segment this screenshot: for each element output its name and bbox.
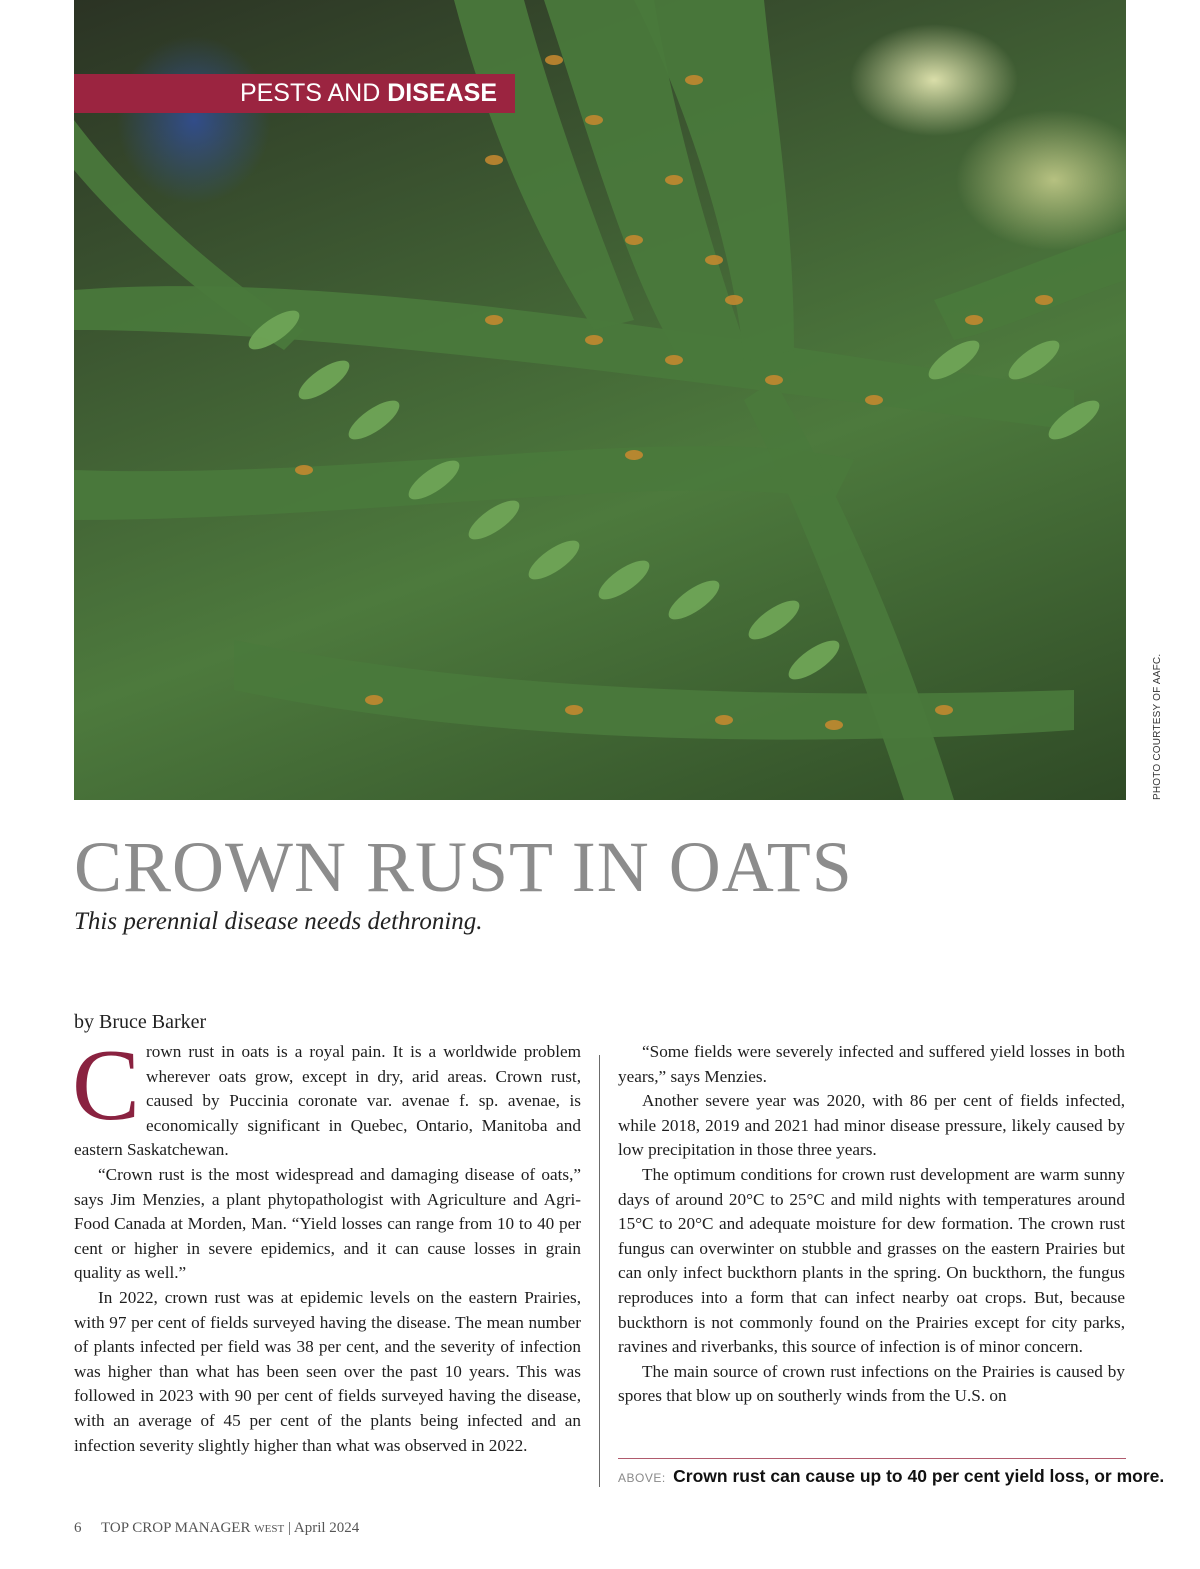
- drop-cap: C: [72, 1029, 141, 1142]
- rust-spot: [715, 715, 733, 725]
- paragraph-text: rown rust in oats is a royal pain. It is a worldwide problem wherever oats grow, except in dry, arid areas. Crown rust, caused by Puccinia coronate var. avenae f. sp. avenae, is economically significant in Quebec, Ontario, Manitoba and eastern Saskatchewan.: [74, 1042, 581, 1160]
- caption-text: Crown rust can cause up to 40 per cent yield loss, or more.: [673, 1466, 1165, 1486]
- rust-spot: [485, 155, 503, 165]
- page-number: 6: [74, 1520, 82, 1536]
- rust-spot: [485, 315, 503, 325]
- page-footer: [74, 1520, 359, 1537]
- column-divider: [599, 1055, 600, 1487]
- rust-spot: [705, 255, 723, 265]
- rust-spot: [665, 355, 683, 365]
- rust-spot: [965, 315, 983, 325]
- byline: by Bruce Barker: [74, 1011, 207, 1033]
- oat-leaf-illustration: [74, 0, 1126, 800]
- oat-spikelet: [663, 574, 725, 626]
- body-paragraph: “Crown rust is the most widespread and damaging disease of oats,” says Jim Menzies, a plant phytopathologist with Agriculture and Agri-Food Canada at Morden, Man. “Yield losses can range from 10 to 40 per cent or higher in severe epidemics, and it can cause losses in grain quality as well.”: [74, 1164, 581, 1283]
- section-tag: [74, 74, 515, 113]
- body-column-left: [72, 1029, 581, 1458]
- rust-spot: [295, 465, 313, 475]
- rust-spot: [825, 720, 843, 730]
- rust-spot: [585, 335, 603, 345]
- oat-spikelet: [293, 354, 355, 406]
- oat-spikelet: [463, 494, 525, 546]
- rust-spot: [685, 75, 703, 85]
- rust-spot: [865, 395, 883, 405]
- section-tag-light: PESTS AND: [239, 79, 381, 107]
- photo-caption: [618, 1466, 1165, 1487]
- oat-leaf-blade: [934, 230, 1126, 340]
- body-paragraph: Another severe year was 2020, with 86 per cent of fields infected, while 2018, 2019 and 2021 had minor disease pressure, likely caused by low precipitation in those three years.: [618, 1091, 1125, 1160]
- rust-spot: [765, 375, 783, 385]
- body-paragraph: “Some fields were severely infected and suffered yield losses in both years,” says Menzies.: [618, 1042, 1125, 1086]
- footer-separator: |: [287, 1520, 291, 1536]
- photo-credit: PHOTO COURTESY OF AAFC.: [1152, 653, 1163, 800]
- article-title: CROWN RUST IN OATS: [74, 827, 853, 907]
- hero-photo: [74, 0, 1126, 800]
- oat-spikelet: [523, 534, 585, 586]
- body-column-right: [618, 1040, 1125, 1409]
- rust-spot: [585, 115, 603, 125]
- rust-spot: [725, 295, 743, 305]
- rust-spot: [365, 695, 383, 705]
- caption-divider: [618, 1458, 1126, 1459]
- body-paragraph: The optimum conditions for crown rust development are warm sunny days of around 20°C to 25°C and mild nights with temperatures around 15°C to 20°C and adequate moisture for dew formation. The crown rust fungus can overwinter on stubble and grasses on the eastern Prairies but can only infect buckthorn plants in the spring. On buckthorn, the fungus reproduces into a form that can infect nearby oat crops. But, because buckthorn is not commonly found on the Prairies except for city parks, ravines and riverbanks, this source of infection is of minor concern.: [618, 1164, 1125, 1357]
- magazine-edition: WEST: [254, 1523, 285, 1535]
- oat-spikelet: [743, 594, 805, 646]
- section-tag-bold: DISEASE: [387, 79, 497, 107]
- magazine-name: TOP CROP MANAGER: [100, 1520, 251, 1536]
- oat-spikelet: [343, 394, 405, 446]
- oat-spikelet: [593, 554, 655, 606]
- rust-spot: [665, 175, 683, 185]
- body-paragraph: The main source of crown rust infections on the Prairies is caused by spores that blow up on southerly winds from the U.S. on: [618, 1361, 1125, 1406]
- rust-spot: [625, 235, 643, 245]
- body-paragraph: In 2022, crown rust was at epidemic levels on the eastern Prairies, with 97 per cent of fields surveyed having the disease. The mean number of plants infected per field was 38 per cent, and the severity of infection was higher than what has been seen over the past 10 years. This was followed in 2023 with 90 per cent of fields surveyed having the disease, with an average of 45 per cent of the plants being infected and an infection severity slightly higher than what was observed in 2022.: [74, 1287, 581, 1455]
- body-paragraph: [72, 1029, 581, 1163]
- oat-leaf-blade: [74, 446, 854, 520]
- oat-leaf-blade: [234, 640, 1074, 740]
- rust-spot: [1035, 295, 1053, 305]
- rust-spot: [935, 705, 953, 715]
- caption-label: ABOVE:: [618, 1471, 666, 1485]
- rust-spot: [625, 450, 643, 460]
- rust-spot: [565, 705, 583, 715]
- rust-spot: [545, 55, 563, 65]
- oat-spikelet: [783, 634, 845, 686]
- oat-spikelet: [1003, 334, 1065, 386]
- issue-date: April 2024: [293, 1520, 360, 1536]
- article-deck: This perennial disease needs dethroning.: [74, 908, 483, 935]
